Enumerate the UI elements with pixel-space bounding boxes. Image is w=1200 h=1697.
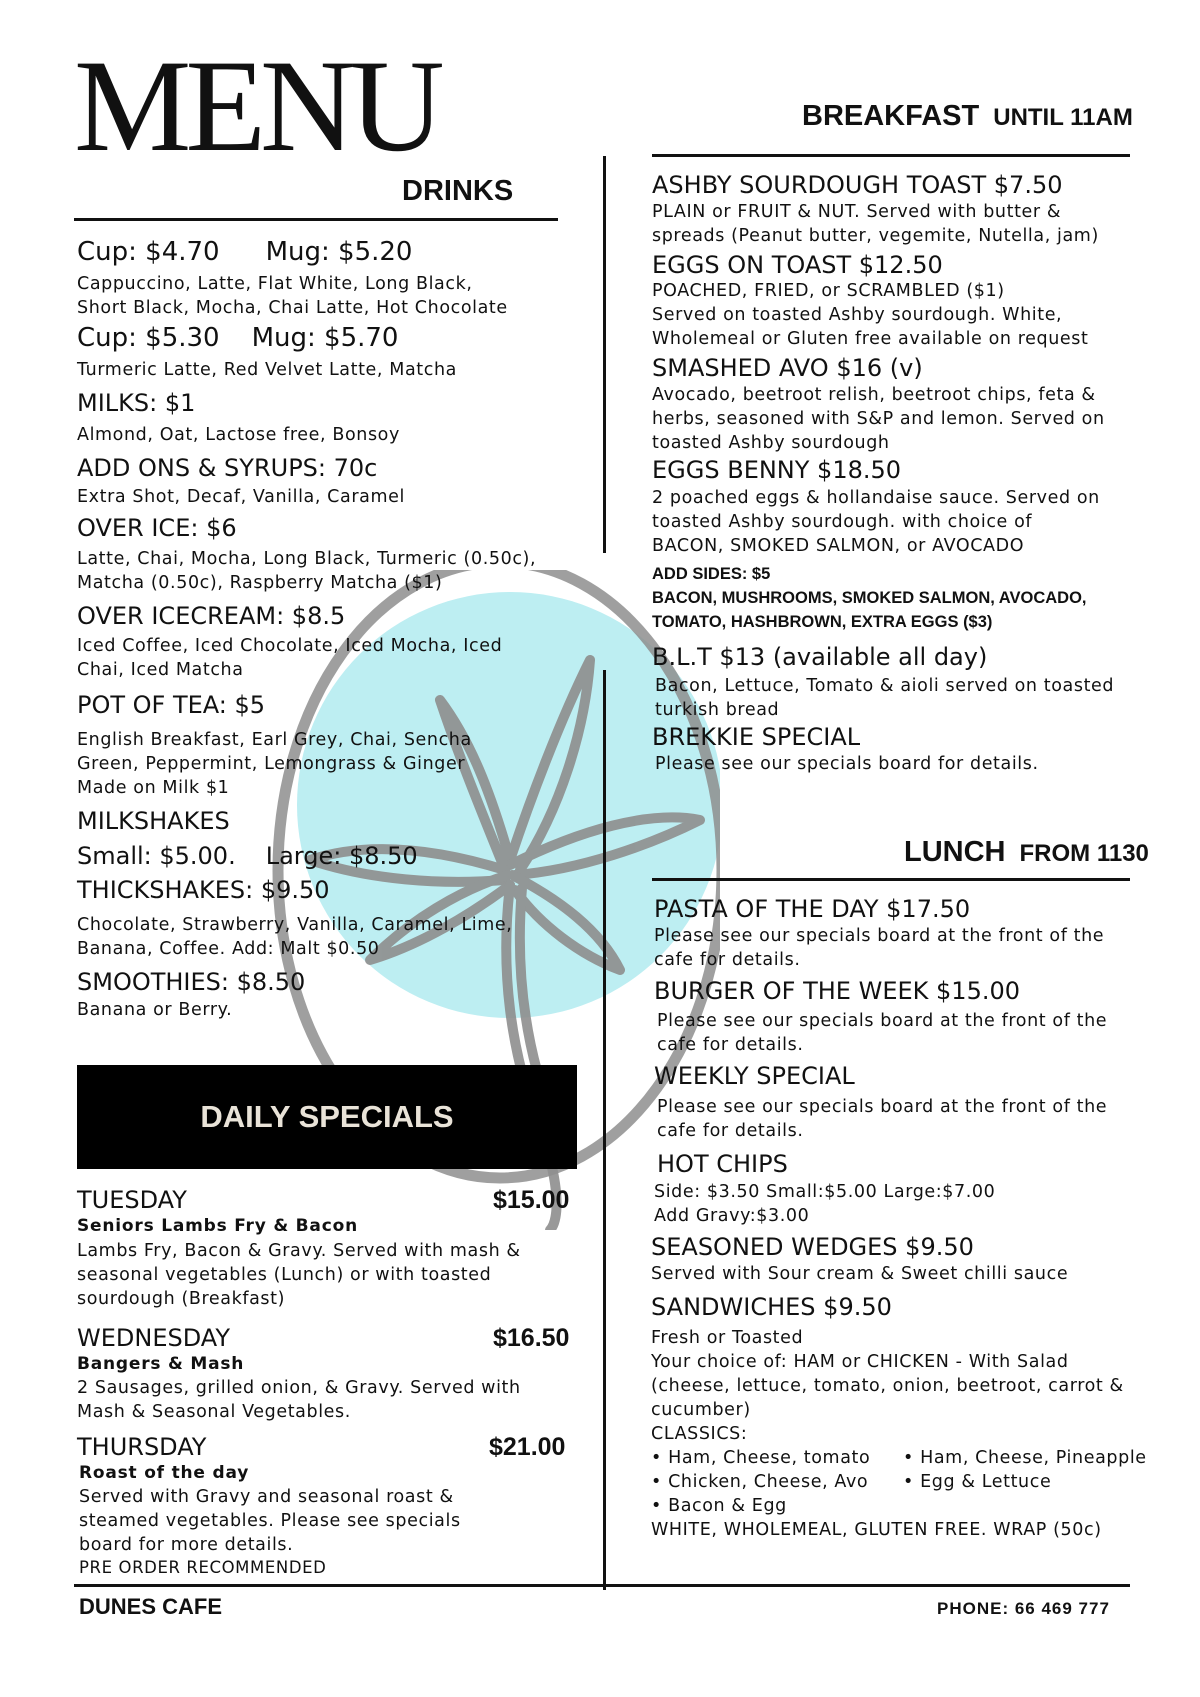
over-ice-title: OVER ICE: $6 xyxy=(77,513,237,542)
pasta-desc: Please see our specials board at the front of the cafe for details. xyxy=(654,925,1105,970)
lunch-section xyxy=(651,895,1194,1542)
classic-item: • Bacon & Egg xyxy=(651,1495,787,1516)
over-icecream-list: Iced Coffee, Iced Chocolate, Iced Mocha, Iced Chai, Iced Matcha xyxy=(77,636,503,681)
sandwiches-desc: Fresh or Toasted Your choice of: HAM or CHICKEN - With Salad (cheese, lettuce, tomato, onion, beetroot, carrot & cucumber) CLASSICS: xyxy=(651,1327,1124,1444)
avo-desc: Avocado, beetroot relish, beetroot chips, feta & herbs, seasoned with S&P and lemon. Served on toasted Ashby sourdough xyxy=(652,384,1105,453)
lunch-heading-label: LUNCH xyxy=(904,836,1006,868)
thursday-title: THURSDAY xyxy=(77,1433,207,1461)
classic-item: • Ham, Cheese, tomato xyxy=(651,1447,871,1468)
tea-list: English Breakfast, Earl Grey, Chai, Sencha Green, Peppermint, Lemongrass & Ginger Made on Milk $1 xyxy=(77,729,472,798)
brekkie-special-title: BREKKIE SPECIAL xyxy=(652,722,861,751)
classic-item: • Ham, Cheese, Pineapple xyxy=(903,1447,1147,1468)
addons-list: Extra Shot, Decaf, Vanilla, Caramel xyxy=(77,486,405,507)
classic-item: • Egg & Lettuce xyxy=(903,1471,1052,1492)
toast-title: ASHBY SOURDOUGH TOAST $7.50 xyxy=(652,171,1063,199)
classics-right-column xyxy=(903,1446,1147,1518)
classics-list xyxy=(651,1446,1194,1518)
cup-price-2: Cup: $5.30 xyxy=(77,322,220,353)
over-ice-list: Latte, Chai, Mocha, Long Black, Turmeric (0.50c), Matcha (0.50c), Raspberry Matcha ($1) xyxy=(77,548,537,593)
specialty-list: Turmeric Latte, Red Velvet Latte, Matcha xyxy=(77,359,457,380)
bread-options: WHITE, WHOLEMEAL, GLUTEN FREE. WRAP (50c) xyxy=(651,1519,1102,1540)
cafe-name: DUNES CAFE xyxy=(79,1594,223,1619)
blt-title: B.L.T $13 (available all day) xyxy=(652,643,988,672)
milks-title: MILKS: $1 xyxy=(77,388,196,417)
classics-left-column xyxy=(651,1446,903,1518)
breakfast-divider xyxy=(652,154,1130,157)
drinks-heading: DRINKS xyxy=(402,175,514,207)
hot-chips-title: HOT CHIPS xyxy=(657,1149,788,1178)
weekly-special-title: WEEKLY SPECIAL xyxy=(654,1062,855,1091)
lunch-hours: FROM 1130 xyxy=(1019,840,1149,867)
brekkie-special-desc: Please see our specials board for details. xyxy=(655,753,1039,774)
breakfast-hours: UNTIL 11AM xyxy=(993,104,1133,131)
classic-item: • Chicken, Cheese, Avo xyxy=(651,1471,869,1492)
tuesday-desc: Lambs Fry, Bacon & Gravy. Served with mash & seasonal vegetables (Lunch) or with toasted sourdough (Breakfast) xyxy=(77,1241,521,1309)
wedges-desc: Served with Sour cream & Sweet chilli sauce xyxy=(651,1263,1069,1284)
eggs-desc: POACHED, FRIED, or SCRAMBLED ($1) Served on toasted Ashby sourdough. White, Wholemeal or Gluten free available on request xyxy=(652,281,1089,350)
toast-desc: PLAIN or FRUIT & NUT. Served with butter & spreads (Peanut butter, vegemite, Nutella, jam) xyxy=(652,201,1099,246)
avo-title: SMASHED AVO $16 (v) xyxy=(652,354,923,383)
blt-desc: Bacon, Lettuce, Tomato & aioli served on toasted turkish bread xyxy=(655,675,1115,720)
mug-price-2: Mug: $5.70 xyxy=(251,322,399,353)
mug-price: Mug: $5.20 xyxy=(265,237,413,267)
sides-title: ADD SIDES: $5 xyxy=(652,565,771,584)
milkshake-sizes xyxy=(77,843,597,871)
smoothies-list: Banana or Berry. xyxy=(77,1000,233,1021)
wednesday-desc: 2 Sausages, grilled onion, & Gravy. Served with Mash & Seasonal Vegetables. xyxy=(77,1378,521,1422)
wednesday-price: $16.50 xyxy=(493,1324,570,1352)
benny-title: EGGS BENNY $18.50 xyxy=(652,455,902,484)
smoothies-title: SMOOTHIES: $8.50 xyxy=(77,967,306,996)
drinks-divider xyxy=(74,218,558,221)
column-divider-upper xyxy=(603,156,606,553)
menu-title: MENU xyxy=(74,32,439,179)
breakfast-section xyxy=(652,172,1192,776)
milkshake-small: Small: $5.00. xyxy=(77,842,236,871)
milks-list: Almond, Oat, Lactose free, Bonsoy xyxy=(77,425,400,446)
cup-price: Cup: $4.70 xyxy=(77,237,220,267)
preorder-note: PRE ORDER RECOMMENDED xyxy=(79,1558,327,1577)
lunch-heading xyxy=(904,838,1149,867)
thursday-desc: Served with Gravy and seasonal roast & steamed vegetables. Please see specials board for more details. xyxy=(79,1487,461,1555)
breakfast-heading xyxy=(802,102,1133,131)
sides-desc: BACON, MUSHROOMS, SMOKED SALMON, AVOCADO, TOMATO, HASHBROWN, EXTRA EGGS ($3) xyxy=(652,589,1087,632)
thursday-price: $21.00 xyxy=(489,1433,566,1461)
burger-desc: Please see our specials board at the front of the cafe for details. xyxy=(657,1011,1108,1056)
lunch-divider xyxy=(652,878,1130,881)
wednesday-dish: Bangers & Mash xyxy=(77,1354,245,1374)
thickshakes-list: Chocolate, Strawberry, Vanilla, Caramel, Lime, Banana, Coffee. Add: Malt $0.50 xyxy=(77,914,513,959)
footer-divider xyxy=(74,1584,1130,1587)
pot-of-tea-title: POT OF TEA: $5 xyxy=(77,691,266,720)
coffee-prices xyxy=(77,238,597,268)
weekly-special-desc: Please see our specials board at the front of the cafe for details. xyxy=(657,1096,1108,1141)
coffee-list: Cappuccino, Latte, Flat White, Long Black, Short Black, Mocha, Chai Latte, Hot Chocolate xyxy=(77,273,508,318)
tuesday-title: TUESDAY xyxy=(77,1186,187,1214)
pasta-title: PASTA OF THE DAY $17.50 xyxy=(654,895,971,923)
tuesday-price: $15.00 xyxy=(493,1186,570,1214)
burger-title: BURGER OF THE WEEK $15.00 xyxy=(654,976,1020,1005)
specialty-prices xyxy=(77,324,597,354)
thursday-dish: Roast of the day xyxy=(79,1463,250,1483)
breakfast-heading-label: BREAKFAST xyxy=(802,100,980,132)
hot-chips-desc: Side: $3.50 Small:$5.00 Large:$7.00 Add Gravy:$3.00 xyxy=(654,1182,996,1227)
eggs-title: EGGS ON TOAST $12.50 xyxy=(652,250,943,279)
addons-title: ADD ONS & SYRUPS: 70c xyxy=(77,454,378,483)
wedges-title: SEASONED WEDGES $9.50 xyxy=(651,1233,974,1262)
thickshakes-title: THICKSHAKES: $9.50 xyxy=(77,875,330,904)
daily-specials-banner xyxy=(77,1065,577,1169)
phone-number: PHONE: 66 469 777 xyxy=(937,1599,1110,1618)
drinks-section xyxy=(77,238,597,1022)
column-divider-lower xyxy=(603,670,606,1590)
tuesday-dish: Seniors Lambs Fry & Bacon xyxy=(77,1216,358,1236)
milkshakes-title: MILKSHAKES xyxy=(77,806,230,835)
wednesday-title: WEDNESDAY xyxy=(77,1324,230,1352)
benny-desc: 2 poached eggs & hollandaise sauce. Served on toasted Ashby sourdough. with choice of BACON, SMOKED SALMON, or AVOCADO xyxy=(652,488,1100,557)
milkshake-large: Large: $8.50 xyxy=(265,842,418,871)
daily-specials-heading: DAILY SPECIALS xyxy=(200,1099,454,1134)
over-icecream-title: OVER ICECREAM: $8.5 xyxy=(77,601,346,630)
sandwiches-title: SANDWICHES $9.50 xyxy=(651,1292,892,1321)
